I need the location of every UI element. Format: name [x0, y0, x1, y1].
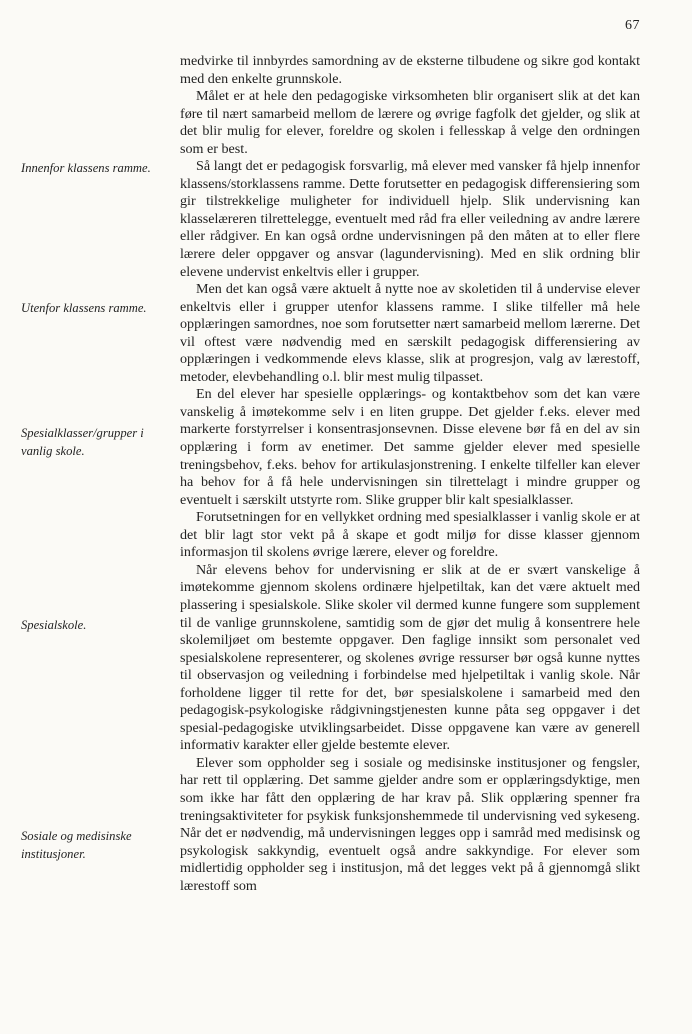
margin-note-innenfor: Innenfor klassens ramme. — [21, 161, 151, 175]
body-text — [180, 53, 640, 895]
paragraph: Men det kan også være aktuelt å nytte noe av skoletiden til å undervise elever enkeltvis eller i grupper utenfor klassens ramme. I slike tilfeller må hele opplæringen samordnes, noe som forutsetter nært samarbeid mellom lærerne. Det vil oftest være nødvendig med en særskilt pedagogisk differensiering av opplæringen i vedkommende elevs klasse, slik at progresjon, valg av lærestoff, metoder, elevbehandling o.l. blir mest mulig tilpasset. — [180, 281, 640, 385]
page-number: 67 — [625, 18, 640, 33]
margin-note-spesialklasser: Spesialklasser/grupper i vanlig skole. — [21, 426, 144, 458]
paragraph: En del elever har spesielle opplærings- og kontaktbehov som det kan være vanskelig å imøtekomme selv i en liten gruppe. Det gjelder f.eks. elever med markerte forstyrrelser i konsentrasjonsevnen. Disse elevene bør få en del av sin opplæring i form av enetimer. Det samme gjelder elever med spesielle treningsbehov, f.eks. behov for artikulasjonstrening. I enkelte tilfeller kan elever ha behov for å få hele undervisningen sin tilrettelagt i mindre grupper og eventuelt i særskilt utstyrte rom. Slike grupper blir kalt spesialklasser. — [180, 386, 640, 508]
margin-note-utenfor: Utenfor klassens ramme. — [21, 301, 147, 315]
paragraph: Så langt det er pedagogisk forsvarlig, må elever med vansker få hjelp innenfor klassens/storklassens ramme. Dette forutsetter en pedagogisk differensiering som gir tilstrekkelige muligheter for individuell hjelp. Slik undervisning kan klasselæreren tilrettelegge, eventuelt med råd fra eller veiledning av andre lærere eller rådgiver. En kan også ordne undervisningen på den måten at to eller flere lærere deler oppgaver og ansvar (lagundervisning). Med en slik ordning blir elevene undervist enkeltvis eller i grupper. — [180, 158, 640, 280]
paragraph: Forutsetningen for en vellykket ordning med spesialklasser i vanlig skole er at det blir lagt stor vekt på å skape et godt miljø for disse klasser gjennom informasjon til skolens øvrige lærere, elever og foreldre. — [180, 509, 640, 561]
paragraph: Når elevens behov for undervisning er slik at de er svært vanskelige å imøtekomme gjennom skolens ordinære hjelpetiltak, kan det være aktuelt med plassering i spesialskole. Slike skoler vil dermed kunne fungere som supplement til de vanlige grunnskolene, samtidig som de gjør det mulig å konsentrere hele skolemiljøet om bestemte oppgaver. Den faglige innsikt som personalet ved spesialskolene representerer, og skolenes øvrige ressurser bør også kunne nyttes til observasjon og veiledning i forbindelse med hjelpetiltak i vanlig skole. Når forholdene ligger til rette for det, bør spesialskolene i samarbeid med den pedagogisk-psykologiske rådgivningstjenesten kunne påta seg oppgaver i det spesial-pedagogiske utviklingsarbeidet. Disse oppgavene kan være av generell informativ karakter eller gjelde bestemte elever. — [180, 561, 640, 754]
margin-note-spesialskole: Spesialskole. — [21, 618, 87, 632]
paragraph: Målet er at hele den pedagogiske virksomheten blir organisert slik at det kan føre til nært samarbeid mellom de lærere og øvrige fagfolk det gjelder, og slik at det blir mulig for elever, foreldre og skolen i fellesskap å velge den ordningen som er best. — [180, 88, 640, 157]
paragraph: medvirke til innbyrdes samordning av de eksterne tilbudene og sikre god kontakt med den enkelte grunnskole. — [180, 53, 640, 87]
margin-note-institusjoner: Sosiale og medisinske institusjoner. — [21, 829, 132, 861]
paragraph: Elever som oppholder seg i sosiale og medisinske institusjoner og fengsler, har rett til opplæring. Det samme gjelder andre som er opplæringsdyktige, men som ikke har fått den opplæring de har krav på. Slik opplæring spenner fra treningsaktiviteter for psykisk funksjonshemmede til undervisning ved sykeseng. Når det er nødvendig, må undervisningen legges opp i samråd med medisinsk og psykologisk sakkyndig, eventuelt også andre sakkyndige. For elever som midlertidig oppholder seg i institusjon, må det legges vekt på å gjennomgå slikt lærestoff som — [180, 754, 640, 894]
